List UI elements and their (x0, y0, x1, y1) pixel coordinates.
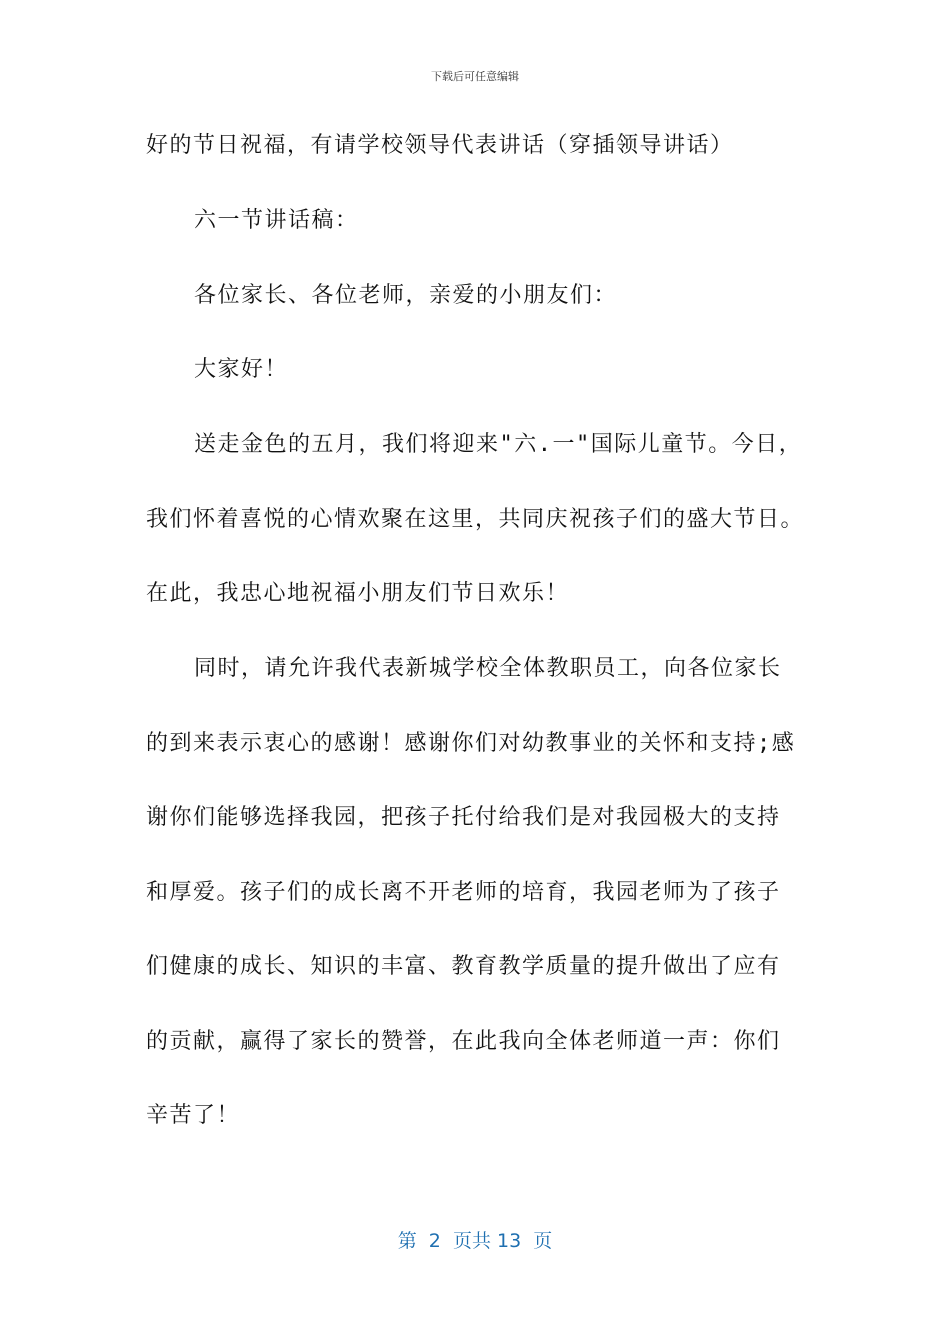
text-line-10: 谢你们能够选择我园，把孩子托付给我们是对我园极大的支持 (146, 805, 781, 830)
text-line-9: 的到来表示衷心的感谢！感谢你们对幼教事业的关怀和支持;感 (146, 731, 796, 756)
text-line-13: 的贡献，赢得了家长的赞誉，在此我向全体老师道一声：你们 (146, 1029, 781, 1054)
text-line-11: 和厚爱。孩子们的成长离不开老师的培育，我园老师为了孩子 (146, 880, 781, 905)
text-line-12: 们健康的成长、知识的丰富、教育教学质量的提升做出了应有 (146, 954, 781, 979)
header-note: 下载后可任意编辑 (431, 70, 519, 83)
text-line-7: 在此，我忠心地祝福小朋友们节日欢乐！ (146, 581, 570, 606)
text-line-1: 好的节日祝福，有请学校领导代表讲话（穿插领导讲话） (146, 133, 734, 158)
speech-title: 六一节讲话稿： (194, 208, 359, 233)
text-line-8: 同时，请允许我代表新城学校全体教职员工，向各位家长 (194, 656, 782, 681)
page-number-footer: 第 2 页共 13 页 (397, 1230, 553, 1252)
text-line-6: 我们怀着喜悦的心情欢聚在这里，共同庆祝孩子们的盛大节日。 (146, 507, 805, 532)
text-line-5: 送走金色的五月，我们将迎来"六.一"国际儿童节。今日， (194, 432, 803, 457)
text-line-14: 辛苦了！ (146, 1103, 241, 1128)
salutation: 各位家长、各位老师，亲爱的小朋友们： (194, 283, 618, 308)
greeting: 大家好！ (194, 357, 289, 382)
